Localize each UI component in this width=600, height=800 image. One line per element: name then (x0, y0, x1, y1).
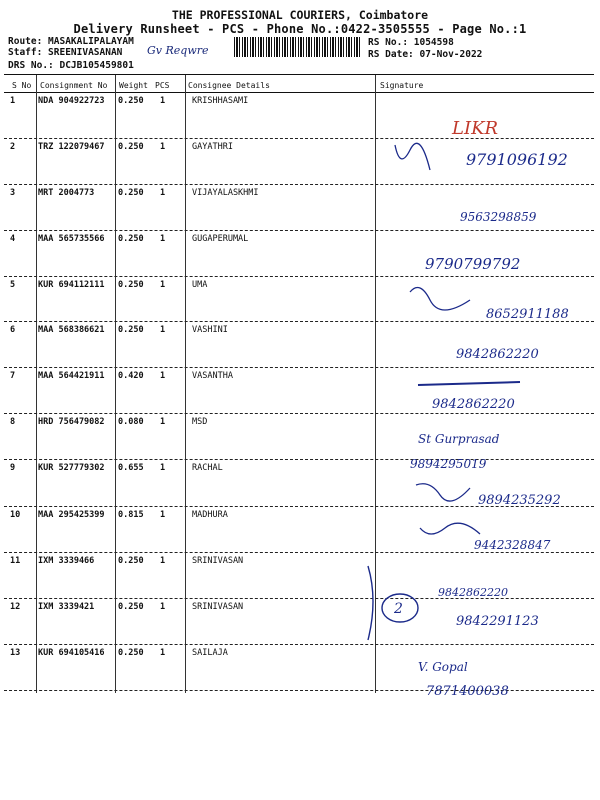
row-pcs: 1 (160, 463, 166, 473)
row-sno: 13 (10, 648, 21, 658)
staff-label: Staff: SREENIVASANAN (8, 47, 123, 58)
row-sno: 6 (10, 325, 16, 335)
handwritten-signature: 9563298859 (460, 210, 537, 224)
signature-squiggle (420, 523, 480, 534)
row-weight: 0.080 (118, 417, 144, 427)
col-signature: Signature (380, 81, 424, 90)
handwritten-signature: St Gurprasad (418, 432, 500, 446)
row-sno: 7 (10, 371, 16, 381)
col-sno: S No (12, 81, 32, 90)
row-pcs: 1 (160, 188, 166, 198)
row-weight: 0.655 (118, 463, 144, 473)
rs-date: RS Date: 07-Nov-2022 (368, 49, 483, 60)
row-pcs: 1 (160, 648, 166, 658)
row-pcs: 1 (160, 602, 166, 612)
row-consignee: GAYATHRI (192, 142, 233, 152)
row-weight: 0.250 (118, 234, 144, 244)
handwritten-signature: 9842862220 (456, 347, 539, 362)
handwritten-signature: 7871400038 (426, 684, 509, 699)
row-consignment-no: HRD 756479082 (38, 417, 105, 427)
row-consignee: VIJAYALASKHMI (192, 188, 259, 198)
bracket-mark (368, 566, 373, 640)
row-consignment-no: TRZ 122079467 (38, 142, 105, 152)
col-consignee: Consignee Details (188, 81, 270, 90)
row-consignee: SAILAJA (192, 648, 228, 658)
row-consignment-no: IXM 3339466 (38, 556, 95, 566)
circled-two-text: 2 (394, 601, 403, 617)
row-weight: 0.250 (118, 142, 144, 152)
row-consignee: UMA (192, 280, 208, 290)
row-weight: 0.250 (118, 556, 144, 566)
drs-number: DRS No.: DCJB105459801 (8, 60, 134, 71)
row-sno: 11 (10, 556, 21, 566)
row-sno: 8 (10, 417, 16, 427)
row-sno: 10 (10, 510, 21, 520)
row-consignment-no: MAA 564421911 (38, 371, 105, 381)
rs-number: RS No.: 1054598 (368, 37, 454, 48)
signature-squiggle (395, 143, 430, 170)
strike-mark (418, 382, 520, 385)
row-sno: 12 (10, 602, 21, 612)
row-consignment-no: MAA 295425399 (38, 510, 105, 520)
row-consignment-no: KUR 694112111 (38, 280, 105, 290)
row-consignment-no: IXM 3339421 (38, 602, 95, 612)
handwritten-signature: 9842862220 (432, 397, 515, 412)
signature-squiggle (416, 484, 470, 501)
row-pcs: 1 (160, 556, 166, 566)
row-consignee: SRINIVASAN (192, 602, 244, 612)
row-weight: 0.250 (118, 602, 144, 612)
row-consignment-no: MAA 565735566 (38, 234, 105, 244)
handwritten-header-note: Gv Reqwre (147, 44, 209, 57)
row-pcs: 1 (160, 371, 166, 381)
col-pcs: PCS (155, 81, 170, 90)
row-consignment-no: KUR 527779302 (38, 463, 105, 473)
row-consignee: KRISHHASAMI (192, 96, 249, 106)
handwritten-signature: 9894295019 (410, 457, 487, 471)
row-pcs: 1 (160, 234, 166, 244)
company-title: THE PROFESSIONAL COURIERS, Coimbatore (171, 8, 429, 22)
row-weight: 0.420 (118, 371, 144, 381)
row-consignee: SRINIVASAN (192, 556, 244, 566)
route-label: Route: MASAKALIPALAYAM (8, 36, 134, 47)
row-weight: 0.250 (118, 188, 144, 198)
handwritten-signature: V. Gopal (418, 660, 468, 674)
row-pcs: 1 (160, 510, 166, 520)
handwritten-signature: 9894235292 (478, 493, 561, 508)
row-sno: 2 (10, 142, 16, 152)
handwritten-signature: LIKR (452, 118, 499, 139)
col-consignment: Consignment No (40, 81, 108, 90)
row-sno: 9 (10, 463, 16, 473)
signature-squiggle (410, 288, 470, 311)
handwritten-signature: 9791096192 (466, 150, 568, 169)
row-consignment-no: MAA 568386621 (38, 325, 105, 335)
row-consignment-no: NDA 904922723 (38, 96, 105, 106)
handwritten-signature: 9790799792 (425, 255, 521, 273)
row-consignee: MSD (192, 417, 208, 427)
row-weight: 0.250 (118, 648, 144, 658)
row-consignee: RACHAL (192, 463, 223, 473)
col-weight: Weight (119, 81, 148, 90)
row-sno: 4 (10, 234, 16, 244)
row-weight: 0.250 (118, 280, 144, 290)
handwritten-signature: 9442328847 (474, 538, 551, 552)
handwritten-signature: 9842291123 (456, 614, 539, 629)
row-sno: 1 (10, 96, 16, 106)
row-weight: 0.250 (118, 96, 144, 106)
row-sno: 3 (10, 188, 16, 198)
row-pcs: 1 (160, 417, 166, 427)
row-consignee: MADHURA (192, 510, 228, 520)
handwritten-signature: 8652911188 (486, 307, 569, 322)
row-weight: 0.250 (118, 325, 144, 335)
row-pcs: 1 (160, 96, 166, 106)
row-weight: 0.815 (118, 510, 144, 520)
runsheet-subtitle: Delivery Runsheet - PCS - Phone No.:0422-3505555 - Page No.:1 (73, 22, 527, 36)
row-consignee: VASANTHA (192, 371, 233, 381)
row-sno: 5 (10, 280, 16, 290)
row-pcs: 1 (160, 142, 166, 152)
row-consignee: GUGAPERUMAL (192, 234, 249, 244)
row-consignee: VASHINI (192, 325, 228, 335)
handwritten-signature: 9842862220 (438, 586, 508, 599)
row-pcs: 1 (160, 280, 166, 290)
row-pcs: 1 (160, 325, 166, 335)
row-consignment-no: KUR 694105416 (38, 648, 105, 658)
row-consignment-no: MRT 2004773 (38, 188, 95, 198)
